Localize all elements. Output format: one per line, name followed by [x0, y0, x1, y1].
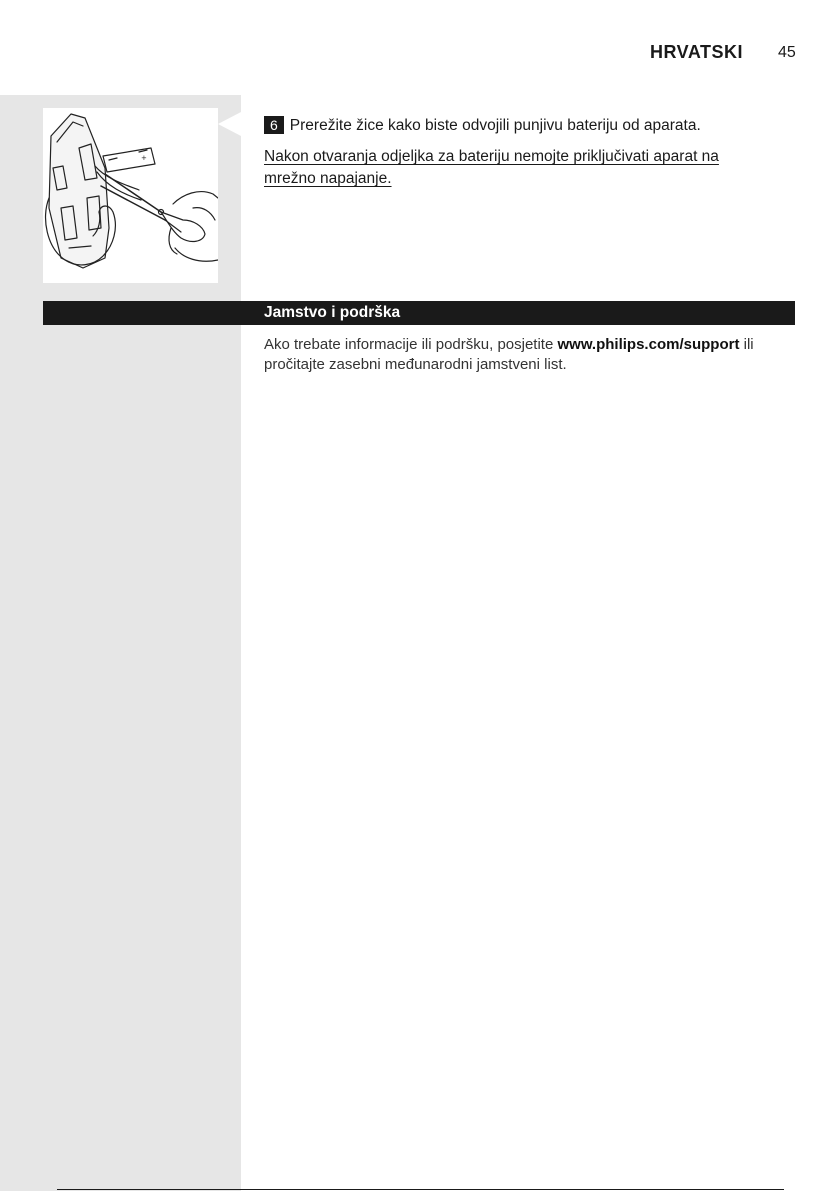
step-number-badge: 6 — [264, 116, 284, 134]
battery-wire-cutting-drawing — [43, 108, 218, 283]
warning-text: Nakon otvaranja odjeljka za bateriju nemojte priključivati aparat na mrežno napajanje. — [264, 148, 719, 187]
support-paragraph — [264, 335, 804, 375]
section-header-bar — [43, 301, 795, 325]
svg-text:+: + — [141, 154, 147, 162]
header-language: HRVATSKI — [650, 42, 744, 62]
illustration-pointer — [218, 112, 241, 136]
support-link[interactable]: www.philips.com/support — [557, 336, 740, 353]
support-text-after: ili pročitajte zasebni međunarodni jamstveni list. — [264, 336, 754, 373]
scissors-illustration-icon — [43, 108, 218, 283]
footer-divider — [57, 1189, 784, 1190]
warning-note — [264, 146, 764, 190]
section-title: Jamstvo i podrška — [264, 304, 401, 321]
page-number: 45 — [778, 44, 796, 61]
support-text-before: Ako trebate informacije ili podršku, posjetite — [264, 336, 558, 353]
step-6-text: Prerežite žice kako biste odvojili punjivu bateriju od aparata. — [289, 117, 701, 134]
step-6 — [264, 116, 804, 136]
